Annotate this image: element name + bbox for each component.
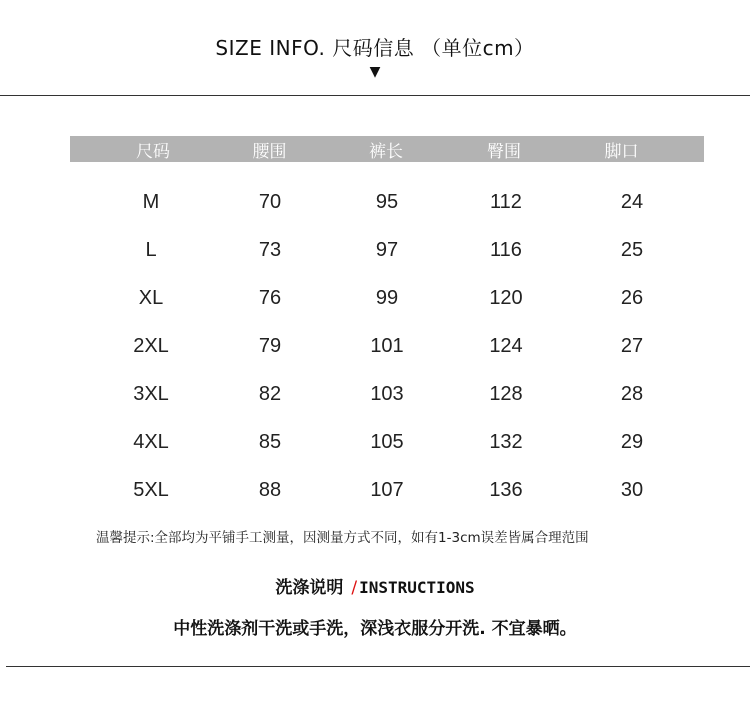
instructions-title — [0, 573, 750, 598]
header-hem: 脚口 — [604, 141, 639, 162]
header-size: 尺码 — [136, 141, 170, 162]
table-header — [70, 136, 704, 162]
table-cell: 95 — [375, 190, 399, 213]
table-cell: 85 — [258, 430, 282, 453]
table-cell: 112 — [490, 190, 522, 213]
table-cell: 82 — [258, 382, 282, 405]
table-body — [70, 178, 704, 514]
table-cell: 120 — [489, 286, 523, 309]
table-cell: 3XL — [133, 382, 169, 405]
table-cell: 27 — [620, 334, 644, 357]
header-hip: 臀围 — [487, 141, 521, 162]
table-cell: 5XL — [133, 478, 169, 501]
table-cell: L — [145, 238, 157, 261]
table-cell: 26 — [620, 286, 644, 309]
table-cell: 132 — [489, 430, 523, 453]
down-arrow-icon: ▼ — [369, 64, 381, 80]
table-cell: 29 — [620, 430, 644, 453]
table-cell: 4XL — [133, 430, 169, 453]
table-cell: 88 — [258, 478, 282, 501]
table-cell: 124 — [489, 334, 523, 357]
page-title: SIZE INFO. 尺码信息 （单位cm） — [215, 36, 535, 60]
instructions-title-cn: 洗涤说明 — [275, 578, 344, 598]
table-cell: 136 — [489, 478, 523, 501]
table-cell: XL — [138, 286, 164, 309]
size-table — [70, 136, 704, 514]
instructions-body: 中性洗涤剂干洗或手洗，深浅衣服分开洗. 不宜暴晒。 — [173, 619, 577, 639]
table-cell: 128 — [489, 382, 523, 405]
table-cell: 101 — [370, 334, 404, 357]
instructions-slash: / — [351, 578, 358, 598]
table-row — [70, 370, 704, 418]
divider-top — [0, 95, 750, 96]
header-length: 裤长 — [369, 141, 403, 162]
instructions-title-en: INSTRUCTIONS — [359, 578, 475, 597]
table-cell: 103 — [370, 382, 404, 405]
table-row — [70, 322, 704, 370]
table-cell: 28 — [620, 382, 644, 405]
table-row — [70, 466, 704, 514]
table-cell: 97 — [375, 238, 399, 261]
table-cell: M — [142, 190, 160, 213]
table-cell: 2XL — [133, 334, 169, 357]
table-row — [70, 274, 704, 322]
table-cell: 73 — [258, 238, 282, 261]
table-cell: 107 — [370, 478, 404, 501]
table-cell: 79 — [258, 334, 282, 357]
table-cell: 25 — [620, 238, 644, 261]
table-cell: 30 — [620, 478, 644, 501]
table-cell: 24 — [620, 190, 644, 213]
table-cell: 76 — [258, 286, 282, 309]
divider-bottom — [6, 666, 750, 667]
table-cell: 70 — [258, 190, 282, 213]
table-cell: 116 — [490, 238, 522, 261]
header-waist: 腰围 — [252, 141, 287, 162]
table-row — [70, 226, 704, 274]
table-row — [70, 178, 704, 226]
table-cell: 99 — [375, 286, 399, 309]
measurement-note: 温馨提示:全部均为平铺手工测量，因测量方式不同，如有1-3cm误差皆属合理范围 — [96, 530, 589, 546]
table-cell: 105 — [370, 430, 404, 453]
table-row — [70, 418, 704, 466]
